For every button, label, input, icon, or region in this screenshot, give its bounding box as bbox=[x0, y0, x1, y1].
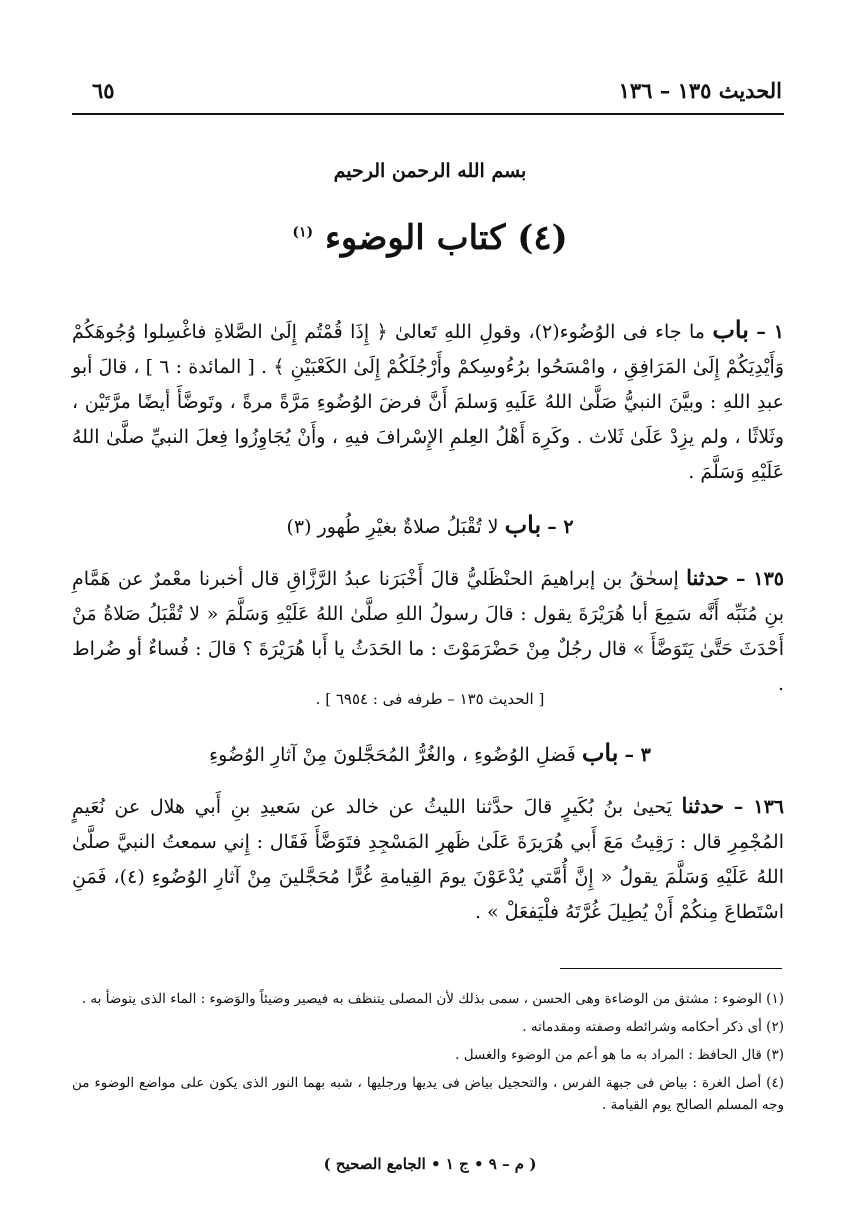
section-1-text: ما جاء فى الوُضُوء(٢)، وقولِ اللهِ تَعالىٰ ﴿ إِذَا قُمْتُم إِلَىٰ الصَّلاةِ فاغْسِلوا وُجُوهَكُمْ وَأَيْدِيَكُمْ إِلَىٰ المَرَافِقِ ، وامْسَحُوا برُءُوسِكمْ وأَرْجُلَكُمْ إِلَىٰ الكَعْبَيْنِ ﴾ . [ المائدة : ٦ ] ، قالَ أبو عبدِ اللهِ : وبيَّنَ النبيُّ صَلَّىٰ اللهُ عَلَيهِ وَسلمَ أَنَّ فرضَ الوُضُوءِ مَرَّةً مرةً ، وتَوضَّأَ أيضًا مرَّتَيْن ، وثَلاثًا ، ولم يزِدْ عَلَىٰ ثَلاث . وكَرِهَ أَهْلُ العِلمِ الإِسْرافَ فيهِ ، وأَنْ يُجَاوِزُوا فِعلَ النبيِّ صلَّىٰ اللهُ عَلَيْهِ وَسَلَّمَ . bbox=[72, 321, 784, 483]
section-2-heading bbox=[0, 510, 860, 539]
book-title bbox=[0, 218, 860, 258]
hadith-136-text: يَحيىٰ بنُ بُكَيرٍ قالَ حدَّثنا الليثُ عن خالد عن سَعيدِ بنِ أَبي هلال عن نُعَيمٍ المُجْمِرِ قال : رَقِيتُ مَعَ أَبي هُرَيرَةَ عَلَىٰ ظَهرِ المَسْجِدِ فتَوَضَّأَ فَقَال : إِني سمعتُ النبيَّ صلَّىٰ اللهُ عَلَيْهِ وَسَلَّمَ يقولُ « إِنَّ أُمَّتي يُدْعَوْنَ يومَ القِيامةِ غُرًّا مُحَجَّلينَ مِنْ آثارِ الوُضُوءِ (٤)، فَمَنِ اسْتَطاعَ مِنكُمْ أَنْ يُطِيلَ غُرَّتَهُ فلْيَفعَلْ » . bbox=[72, 796, 784, 923]
section-3-heading-text: فَضلِ الوُضُوءِ ، والغُرُّ المُحَجَّلونَ مِنْ آثارِ الوُضُوءِ bbox=[209, 744, 576, 766]
hadith-136-number: ١٣٦ – bbox=[733, 796, 784, 818]
footnote-2: (٢) أى ذكر أحكامه وشرائطه وصفته ومقدماته . bbox=[522, 1019, 784, 1035]
header-rule bbox=[72, 113, 784, 115]
section-3-heading bbox=[0, 738, 860, 767]
section-1-bab: باب bbox=[712, 315, 749, 344]
section-3-heading-number: ٣ – bbox=[624, 744, 651, 766]
section-2-heading-number: ٢ – bbox=[547, 516, 574, 538]
section-1-number: ١ – bbox=[756, 321, 784, 343]
section-1-paragraph bbox=[72, 312, 784, 490]
hadith-135-reference: [ الحديث ١٣٥ – طرفه فى : ٦٩٥٤ ] . bbox=[315, 690, 545, 708]
book-title-text: (٤) كتاب الوضوء bbox=[324, 218, 568, 258]
hadith-136-paragraph bbox=[72, 788, 784, 930]
signature-mark: ( م – ٩ • ج ١ • الجامع الصحيح ) bbox=[323, 1155, 537, 1173]
hadith-135-haddathana: حدثنا bbox=[686, 565, 729, 590]
hadith-135-paragraph bbox=[72, 560, 784, 702]
footnote-3: (٣) قال الحافظ : المراد به ما هو أعم من الوضوء والغسل . bbox=[455, 1047, 784, 1063]
footnote-rule bbox=[560, 968, 782, 969]
section-2-bab: باب bbox=[504, 510, 542, 539]
section-3-bab: باب bbox=[581, 738, 619, 767]
book-title-note-ref: (١) bbox=[292, 224, 314, 241]
hadith-135-number: ١٣٥ – bbox=[736, 568, 784, 590]
section-2-heading-text: لا تُقْبَلُ صلاةٌ بغيْرِ طُهور (٣) bbox=[286, 516, 499, 538]
hadith-135-text: إسحٰقُ بن إبراهيمَ الحنْظَليُّ قالَ أَخْبَرَنا عبدُ الرَّزَّاقِ قال أخبرنا معْمرٌ عن هَمَّامِ بنِ مُنَبِّه أَنَّه سَمِعَ أبا هُرَيْرَةَ يقول : قالَ رسولُ اللهِ صلَّىٰ اللهُ عَلَيْهِ وَسَلَّمَ « لا تُقْبَلُ صَلاةُ مَنْ أَحْدَثَ حَتَّىٰ يَتَوَضَّأَ » قال رجُلٌ مِنْ حَضْرَمَوْتَ : ما الحَدَثُ يا أَبا هُرَيْرَةَ ؟ قالَ : فُساءٌ أو ضُراط . bbox=[72, 568, 784, 695]
footnote-1: (١) الوضوء : مشتق من الوضاءة وهى الحسن ، سمى بذلك لأن المصلى يتنظف به فيصير وضيئاً والوَضوء : الماء الذى يتوضأ به . bbox=[81, 991, 784, 1007]
page-number: ٦٥ bbox=[92, 78, 115, 103]
hadith-136-haddathana: حدثنا bbox=[681, 793, 725, 818]
footnote-4: (٤) أصل الغرة : بياض فى جبهة الفرس ، والتحجيل بياض فى يديها ورجليها ، شبه بهما النور الذى يكون على مواضع الوضوء من وجه المسلم الصالح يوم القيامة . bbox=[72, 1075, 784, 1113]
basmala: بسم الله الرحمن الرحيم bbox=[333, 160, 527, 182]
running-header: الحديث ١٣٥ – ١٣٦ bbox=[618, 78, 782, 103]
